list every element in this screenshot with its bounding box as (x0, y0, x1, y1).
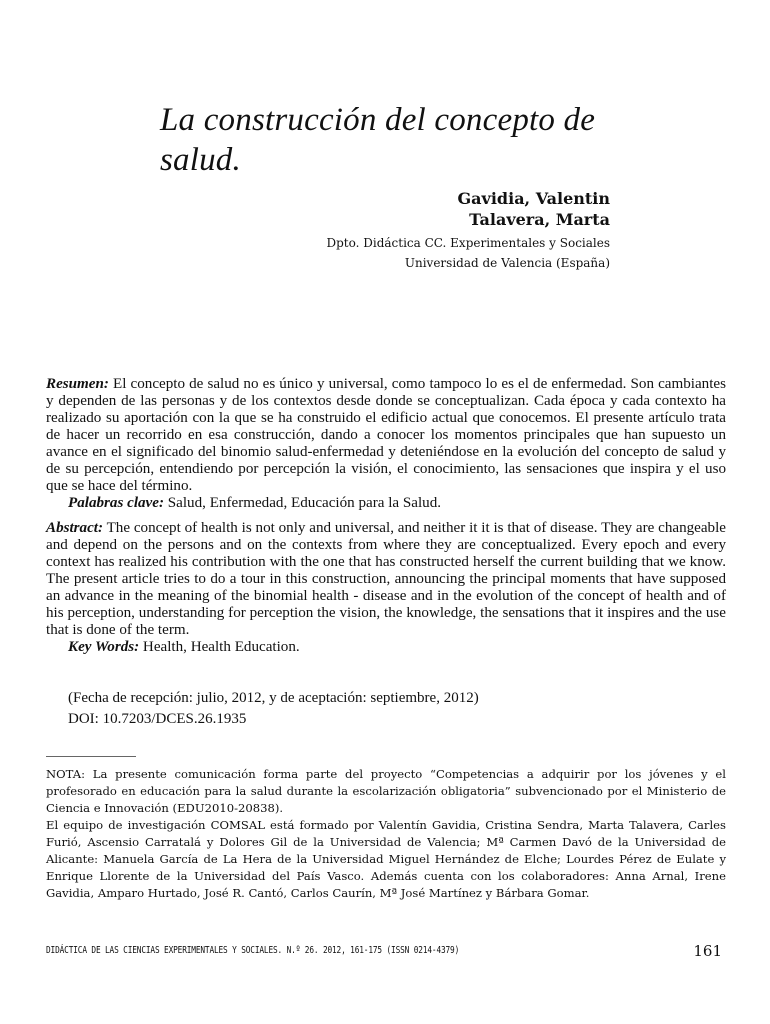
publication-dates (68, 688, 479, 730)
key-words-text: Health, Health Education. (139, 639, 300, 655)
reception-dates: (Fecha de recepción: julio, 2012, y de aceptación: septiembre, 2012) (68, 690, 479, 706)
key-words-label: Key Words: (68, 639, 140, 655)
abstract-label: Abstract: (46, 520, 104, 536)
palabras-clave (46, 495, 726, 512)
affiliation (326, 233, 610, 273)
author-name: Talavera, Marta (469, 210, 610, 229)
abstract-section (46, 520, 726, 656)
resumen-section (46, 376, 726, 512)
author-name: Gavidia, Valentin (457, 189, 610, 208)
footnote-paragraph: El equipo de investigación COMSAL está formado por Valentín Gavidia, Cristina Sendra, Marta Talavera, Carles Furió, Ascensio Carratalá y Dolores Gil de la Universidad de Valencia; Mª Carmen Davó de la Universidad de Alicante: Manuela García de La Hera de la Universidad Miguel Hernández de Elche; Lourdes Pérez de Eulate y Enrique Llorente de la Universidad del País Vasco. Además cuenta con los colaboradores: Anna Arnal, Irene Gavidia, Amparo Hurtado, José R. Cantó, Carlos Caurín, Mª José Martínez y Bárbara Gomar. (46, 818, 726, 900)
abstract-paragraph (46, 520, 726, 639)
resumen-text: El concepto de salud no es único y universal, como tampoco lo es el de enfermedad. Son cambiantes y dependen de las personas y de los contextos desde donde se conceptualizan. Cada época y cada contexto ha realizado su aportación con la que se ha construido el edificio actual que conocemos. El presente artículo trata de hacer un recorrido en esa construcción, dando a conocer los momentos principales que han supuesto un avance en el significado del binomio salud-enfermedad y deteniéndose en la evolución del concepto de salud y de su percepción, entendiendo por percepción la visión, el conocimiento, las sensaciones que inspira y el uso que se hace del término. (46, 376, 726, 494)
palabras-clave-label: Palabras clave: (68, 495, 164, 511)
footnote-separator (46, 756, 136, 757)
journal-footer: DIDÁCTICA DE LAS CIENCIAS EXPERIMENTALES Y SOCIALES. N.º 26. 2012, 161-175 (ISSN 0214-4379) (46, 945, 460, 956)
author-list (458, 188, 610, 230)
footnote-paragraph: NOTA: La presente comunicación forma parte del proyecto “Competencias a adquirir por los jóvenes y el profesorado en educación para la salud durante la escolarización obligatoria” subvencionado por el Ministerio de Ciencia e Innovación (EDU2010-20838). (46, 767, 726, 815)
resumen-label: Resumen: (46, 376, 109, 392)
abstract-text: The concept of health is not only and universal, and neither it it is that of disease. They are changeable and depend on the persons and on the contexts from where they are conceptualized. Every epoch and every context has realized his contribution with the one that has constructed herself the current building that we know. The present article tries to do a tour in this construction, announcing the principal moments that have supposed an advance in the meaning of the binomial health - disease and in the evolution of the concept of health and of his perception, understanding for perception the vision, the knowledge, the sensations that it inspires and the use that is done of the term. (46, 520, 726, 638)
resumen-paragraph (46, 376, 726, 495)
footnote (46, 766, 726, 902)
article-title: La construcción del concepto de salud. (160, 102, 596, 178)
affiliation-line: Dpto. Didáctica CC. Experimentales y Sociales (326, 236, 610, 250)
key-words (46, 639, 726, 656)
page-number: 161 (693, 942, 722, 960)
palabras-clave-text: Salud, Enfermedad, Educación para la Salud. (164, 495, 442, 511)
doi[interactable]: DOI: 10.7203/DCES.26.1935 (68, 711, 247, 727)
affiliation-line: Universidad de Valencia (España) (404, 256, 610, 270)
